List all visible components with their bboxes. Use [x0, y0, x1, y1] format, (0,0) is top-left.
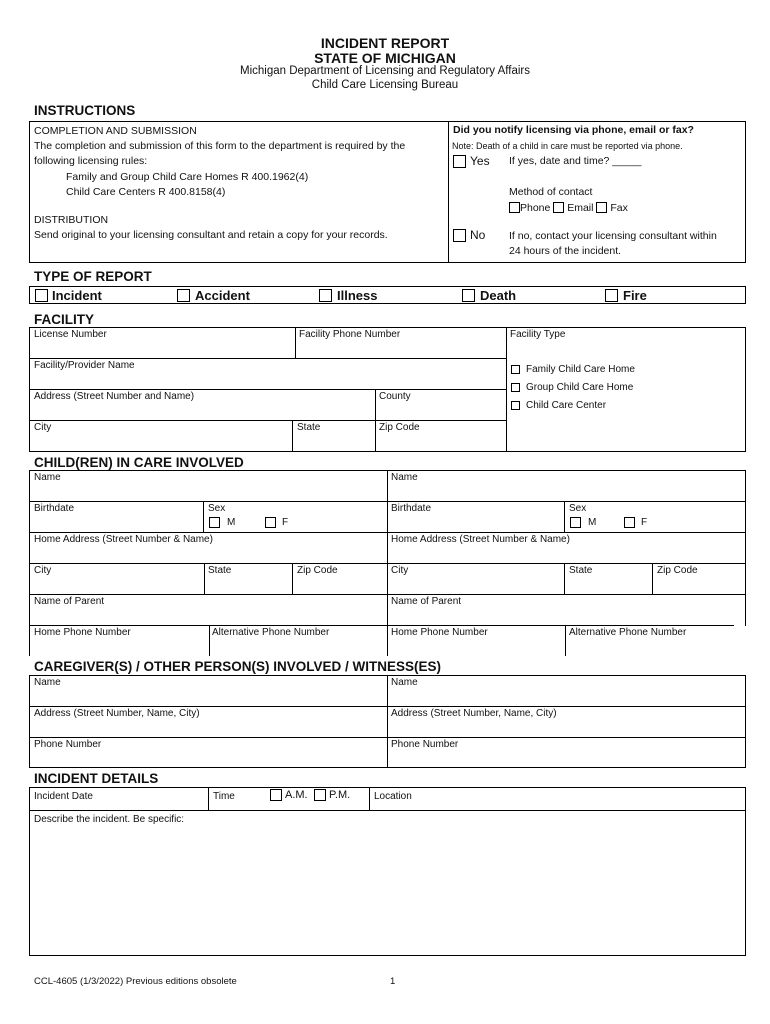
incident-date-input[interactable] — [100, 791, 200, 805]
child1-sex-female[interactable] — [265, 517, 288, 528]
rule-1: Family and Group Child Care Homes R 400.1962(4) — [66, 171, 309, 183]
state-input[interactable] — [297, 434, 369, 448]
child2-phone-divider — [565, 625, 566, 656]
caregiver2-address-label: Address (Street Number, Name, City) — [391, 708, 557, 719]
child2-male-checkbox[interactable] — [570, 517, 581, 528]
report-accident-checkbox[interactable] — [177, 289, 190, 302]
facility-phone-label: Facility Phone Number — [299, 329, 401, 340]
report-incident-label: Incident — [52, 288, 102, 303]
incident-am-option[interactable] — [270, 789, 308, 801]
children-heading: CHILD(REN) IN CARE INVOLVED — [34, 455, 244, 470]
instructions-heading: INSTRUCTIONS — [34, 103, 136, 118]
completion-text-2: following licensing rules: — [34, 155, 148, 167]
children-row-line-2 — [29, 532, 746, 533]
child1-zip-input[interactable] — [297, 577, 379, 591]
incident-am-checkbox[interactable] — [270, 789, 282, 801]
group-home-checkbox[interactable] — [511, 383, 520, 392]
child1-birthdate-label: Birthdate — [34, 503, 75, 514]
facility-col-line-1 — [295, 327, 296, 358]
child1-male-checkbox[interactable] — [209, 517, 220, 528]
child2-state-input[interactable] — [569, 577, 647, 591]
method-phone-label: Phone — [520, 202, 551, 214]
caregiver2-phone-input[interactable] — [391, 751, 739, 765]
facility-phone-input[interactable] — [299, 341, 499, 355]
child1-birthdate-input[interactable] — [34, 515, 194, 529]
county-label: County — [379, 391, 411, 402]
children-row-line-1 — [29, 501, 746, 502]
zip-label: Zip Code — [379, 422, 420, 433]
child2-home-address-label: Home Address (Street Number & Name) — [391, 534, 570, 545]
caregiver1-name-label: Name — [34, 677, 61, 688]
child1-home-address-input[interactable] — [34, 546, 379, 560]
child1-alt-phone-input[interactable] — [212, 639, 380, 653]
caregiver1-address-input[interactable] — [34, 720, 379, 734]
child2-state-divider — [564, 563, 565, 594]
report-option-illness[interactable] — [319, 288, 377, 303]
child2-zip-input[interactable] — [657, 577, 739, 591]
caregivers-heading: CAREGIVER(S) / OTHER PERSON(S) INVOLVED / WITNESS(ES) — [34, 659, 442, 674]
page-number: 1 — [390, 976, 396, 987]
report-death-label: Death — [480, 288, 517, 303]
facility-heading: FACILITY — [34, 312, 94, 327]
caregiver2-phone-label: Phone Number — [391, 739, 459, 750]
child1-city-input[interactable] — [34, 577, 196, 591]
child2-city-label: City — [391, 565, 409, 576]
child2-male-label: M — [588, 517, 597, 528]
child1-alt-phone-label: Alternative Phone Number — [212, 627, 330, 638]
child1-name-input[interactable] — [34, 484, 379, 498]
caregivers-row-line-1 — [29, 706, 746, 707]
child-care-center-label: Child Care Center — [526, 400, 607, 411]
child2-name-input[interactable] — [391, 484, 739, 498]
child1-home-phone-input[interactable] — [34, 639, 202, 653]
report-option-death[interactable] — [462, 288, 516, 303]
method-email-checkbox[interactable] — [553, 202, 564, 213]
child2-zip-label: Zip Code — [657, 565, 698, 576]
caregiver2-name-label: Name — [391, 677, 418, 688]
notify-no-detail-2: 24 hours of the incident. — [509, 245, 622, 257]
state-title: STATE OF MICHIGAN — [314, 50, 456, 66]
report-death-checkbox[interactable] — [462, 289, 475, 302]
caregiver2-address-input[interactable] — [391, 720, 739, 734]
child1-name-label: Name — [34, 472, 61, 483]
provider-name-input[interactable] — [34, 372, 499, 386]
facility-row-line-2 — [29, 389, 506, 390]
child1-parent-input[interactable] — [34, 608, 379, 622]
report-option-accident[interactable] — [177, 288, 250, 303]
notify-no-detail-1: If no, contact your licensing consultant within — [509, 230, 717, 242]
children-row-line-3 — [29, 563, 746, 564]
caregivers-mid-line — [387, 675, 388, 768]
address-input[interactable] — [34, 403, 369, 417]
child2-home-address-input[interactable] — [391, 546, 739, 560]
group-home-label: Group Child Care Home — [526, 382, 634, 393]
notify-note: Note: Death of a child in care must be reported via phone. — [452, 141, 683, 151]
child2-female-checkbox[interactable] — [624, 517, 635, 528]
incident-description-textarea[interactable] — [32, 828, 742, 952]
report-illness-label: Illness — [337, 288, 378, 303]
incident-location-divider — [369, 787, 370, 810]
caregivers-row-line-2 — [29, 737, 746, 738]
child1-phone-divider — [209, 625, 210, 656]
report-accident-label: Accident — [195, 288, 250, 303]
facility-type-option-center[interactable] — [511, 400, 606, 411]
child2-state-label: State — [569, 565, 593, 576]
incident-time-input[interactable] — [240, 791, 266, 805]
children-right-line — [745, 470, 746, 626]
report-incident-checkbox[interactable] — [35, 289, 48, 302]
license-number-label: License Number — [34, 329, 107, 340]
child1-city-label: City — [34, 565, 52, 576]
incident-pm-option[interactable] — [314, 789, 350, 801]
facility-row-line-1 — [29, 358, 506, 359]
distribution-text: Send original to your licensing consultant and retain a copy for your records. — [34, 229, 388, 241]
state-label: State — [297, 422, 321, 433]
child1-home-phone-label: Home Phone Number — [34, 627, 131, 638]
incident-describe-label: Describe the incident. Be specific: — [34, 814, 185, 825]
notify-yes-label: Yes — [470, 154, 490, 168]
child1-zip-label: Zip Code — [297, 565, 338, 576]
incident-pm-checkbox[interactable] — [314, 789, 326, 801]
incident-time-divider — [208, 787, 209, 810]
child2-sex-female[interactable] — [624, 517, 647, 528]
incident-location-input[interactable] — [420, 791, 740, 805]
child-care-center-checkbox[interactable] — [511, 401, 520, 410]
child1-zip-divider — [292, 563, 293, 594]
facility-type-option-family[interactable] — [511, 364, 635, 375]
child2-sex-divider — [564, 501, 565, 532]
caregiver1-name-input[interactable] — [34, 689, 379, 703]
child1-male-label: M — [227, 517, 236, 528]
method-fax-checkbox[interactable] — [596, 202, 607, 213]
zip-input[interactable] — [379, 434, 499, 448]
form-title: INCIDENT REPORT — [320, 35, 450, 51]
incident-pm-label: P.M. — [329, 789, 351, 801]
child2-home-phone-label: Home Phone Number — [391, 627, 488, 638]
child1-sex-male[interactable] — [209, 517, 235, 528]
child2-sex-male[interactable] — [570, 517, 596, 528]
child1-state-input[interactable] — [208, 577, 286, 591]
method-fax-label: Fax — [610, 202, 628, 214]
child2-sex-label: Sex — [569, 503, 587, 514]
method-of-contact-label: Method of contact — [509, 186, 593, 198]
child1-parent-label: Name of Parent — [34, 596, 105, 607]
rule-2: Child Care Centers R 400.8158(4) — [66, 186, 226, 198]
child2-parent-label: Name of Parent — [391, 596, 462, 607]
facility-row-line-3 — [29, 420, 506, 421]
children-row-line-4 — [29, 594, 746, 595]
type-of-report-heading: TYPE OF REPORT — [34, 269, 152, 284]
notify-no-checkbox[interactable] — [453, 229, 466, 242]
child2-birthdate-input[interactable] — [391, 515, 557, 529]
report-fire-checkbox[interactable] — [605, 289, 618, 302]
facility-col-line-3 — [292, 420, 293, 452]
notify-yes-checkbox[interactable] — [453, 155, 466, 168]
report-fire-label: Fire — [623, 288, 647, 303]
report-illness-checkbox[interactable] — [319, 289, 332, 302]
caregiver1-address-label: Address (Street Number, Name, City) — [34, 708, 200, 719]
method-options — [509, 202, 628, 214]
facility-type-label: Facility Type — [510, 329, 566, 340]
report-option-incident[interactable] — [35, 288, 102, 303]
child1-state-label: State — [208, 565, 232, 576]
notify-no-label: No — [470, 228, 486, 242]
child1-home-address-label: Home Address (Street Number & Name) — [34, 534, 213, 545]
notify-yes-detail: If yes, date and time? _____ — [509, 155, 642, 167]
caregiver1-phone-label: Phone Number — [34, 739, 102, 750]
child1-state-divider — [204, 563, 205, 594]
incident-time-label: Time — [213, 791, 235, 802]
facility-type-option-group[interactable] — [511, 382, 633, 393]
county-input[interactable] — [379, 403, 499, 417]
child1-female-checkbox[interactable] — [265, 517, 276, 528]
facility-col-line-2 — [375, 389, 376, 452]
provider-name-label: Facility/Provider Name — [34, 360, 135, 371]
city-label: City — [34, 422, 52, 433]
child1-sex-divider — [203, 501, 204, 532]
child2-zip-divider — [652, 563, 653, 594]
child2-alt-phone-input[interactable] — [569, 639, 734, 653]
instructions-divider — [448, 121, 449, 263]
form-id: CCL-4605 (1/3/2022) Previous editions obsolete — [34, 976, 237, 987]
child2-city-input[interactable] — [391, 577, 557, 591]
license-number-input[interactable] — [34, 341, 289, 355]
child2-birthdate-label: Birthdate — [391, 503, 432, 514]
incident-heading: INCIDENT DETAILS — [34, 771, 159, 786]
facility-type-divider — [506, 327, 507, 452]
child2-name-label: Name — [391, 472, 418, 483]
incident-row-line — [29, 810, 746, 811]
distribution-heading: DISTRIBUTION — [34, 214, 109, 226]
city-input[interactable] — [34, 434, 284, 448]
child1-sex-label: Sex — [208, 503, 226, 514]
incident-date-label: Incident Date — [34, 791, 93, 802]
family-home-label: Family Child Care Home — [526, 364, 635, 375]
children-row-line-5 — [29, 625, 734, 626]
incident-location-label: Location — [374, 791, 412, 802]
child2-alt-phone-label: Alternative Phone Number — [569, 627, 687, 638]
caregiver1-phone-input[interactable] — [34, 751, 379, 765]
department-name: Michigan Department of Licensing and Regulatory Affairs — [239, 65, 530, 77]
child2-parent-input[interactable] — [391, 608, 739, 622]
completion-text-1: The completion and submission of this form to the department is required by the — [34, 140, 406, 152]
bureau-name: Child Care Licensing Bureau — [311, 79, 459, 91]
completion-heading: COMPLETION AND SUBMISSION — [34, 125, 197, 137]
notify-question: Did you notify licensing via phone, email or fax? — [453, 124, 694, 136]
report-option-fire[interactable] — [605, 288, 647, 303]
child2-female-label: F — [641, 517, 648, 528]
caregiver2-name-input[interactable] — [391, 689, 739, 703]
method-phone-checkbox[interactable] — [509, 202, 520, 213]
child2-home-phone-input[interactable] — [391, 639, 559, 653]
child1-female-label: F — [282, 517, 289, 528]
family-home-checkbox[interactable] — [511, 365, 520, 374]
incident-am-label: A.M. — [285, 789, 308, 801]
method-email-label: Email — [567, 202, 594, 214]
address-label: Address (Street Number and Name) — [34, 391, 195, 402]
